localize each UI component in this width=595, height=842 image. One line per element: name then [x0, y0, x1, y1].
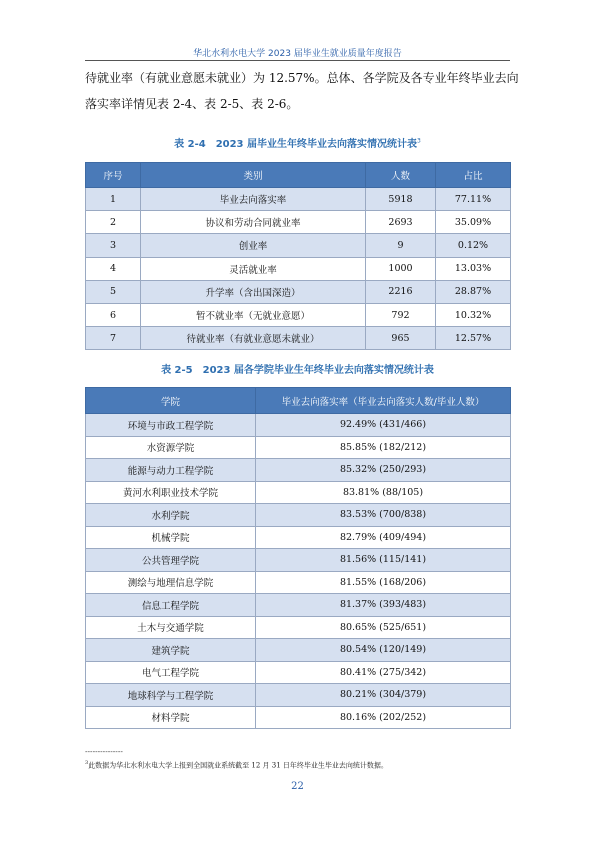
table-cell: 水资源学院 — [86, 436, 256, 459]
table-header-row — [86, 388, 511, 414]
table-cell: 9 — [366, 234, 436, 257]
running-header: 华北水利水电大学 2023 届毕业生就业质量年度报告 — [193, 49, 402, 59]
table-cell: 965 — [366, 327, 436, 350]
table-cell: 2 — [86, 211, 141, 234]
table-cell: 80.54% (120/149) — [256, 639, 511, 662]
footnote-ref[interactable]: 3 — [417, 137, 421, 145]
table-cell: 暂不就业率（无就业意愿） — [141, 303, 366, 326]
table-row — [86, 661, 511, 684]
footnote-mark: 3 — [85, 760, 89, 766]
graduation-destination-table — [85, 162, 511, 350]
table-row — [86, 639, 511, 662]
table-cell: 28.87% — [436, 280, 511, 303]
body-text-line-1: 待就业率（有就业意愿未就业）为 12.57%。总体、各学院及各专业年终毕业去向 — [85, 71, 519, 85]
table-cell: 12.57% — [436, 327, 511, 350]
table-cell: 灵活就业率 — [141, 257, 366, 280]
column-header: 序号 — [86, 163, 141, 188]
table-cell: 792 — [366, 303, 436, 326]
table-row — [86, 459, 511, 482]
table-cell: 80.65% (525/651) — [256, 616, 511, 639]
column-header: 毕业去向落实率（毕业去向落实人数/毕业人数） — [256, 388, 511, 414]
table-cell: 2693 — [366, 211, 436, 234]
table-cell: 地球科学与工程学院 — [86, 684, 256, 707]
table-cell: 黄河水利职业技术学院 — [86, 481, 256, 504]
table-cell: 创业率 — [141, 234, 366, 257]
table-cell: 81.37% (393/483) — [256, 594, 511, 617]
table-cell: 81.56% (115/141) — [256, 549, 511, 572]
table-row — [86, 706, 511, 729]
table-cell: 4 — [86, 257, 141, 280]
table-row — [86, 257, 511, 280]
table-cell: 85.85% (182/212) — [256, 436, 511, 459]
table-row — [86, 504, 511, 527]
table-row — [86, 234, 511, 257]
table-cell: 2216 — [366, 280, 436, 303]
table-row — [86, 684, 511, 707]
table-cell: 5918 — [366, 188, 436, 211]
table-cell: 35.09% — [436, 211, 511, 234]
table-cell: 80.41% (275/342) — [256, 661, 511, 684]
column-header: 人数 — [366, 163, 436, 188]
table-cell: 82.79% (409/494) — [256, 526, 511, 549]
table-cell: 80.21% (304/379) — [256, 684, 511, 707]
footnote — [85, 760, 388, 770]
table-cell: 能源与动力工程学院 — [86, 459, 256, 482]
footnote-text: 此数据为华北水利水电大学上报到全国就业系统截至 12 月 31 日年终毕业生毕业去向统计数据。 — [88, 761, 388, 770]
column-header: 类别 — [141, 163, 366, 188]
page-number: 22 — [291, 781, 304, 792]
table-row — [86, 327, 511, 350]
table-row — [86, 549, 511, 572]
table-cell: 5 — [86, 280, 141, 303]
table-cell: 1 — [86, 188, 141, 211]
table-header-row — [86, 163, 511, 188]
table-cell: 10.32% — [436, 303, 511, 326]
column-header: 学院 — [86, 388, 256, 414]
table-cell: 电气工程学院 — [86, 661, 256, 684]
table-row — [86, 280, 511, 303]
table-cell: 83.53% (700/838) — [256, 504, 511, 527]
table-row — [86, 616, 511, 639]
table-cell: 3 — [86, 234, 141, 257]
table-cell: 7 — [86, 327, 141, 350]
table-row — [86, 188, 511, 211]
table-row — [86, 303, 511, 326]
table-cell: 13.03% — [436, 257, 511, 280]
table-row — [86, 211, 511, 234]
table-cell: 协议和劳动合同就业率 — [141, 211, 366, 234]
table-cell: 环境与市政工程学院 — [86, 414, 256, 437]
college-destination-table — [85, 387, 511, 729]
table-2-4-caption — [85, 135, 510, 150]
table-row — [86, 594, 511, 617]
header-rule — [85, 60, 510, 61]
table-cell: 待就业率（有就业意愿未就业） — [141, 327, 366, 350]
table-cell: 83.81% (88/105) — [256, 481, 511, 504]
table-cell: 6 — [86, 303, 141, 326]
table-2-5-caption: 表 2-5 2023 届各学院毕业生年终毕业去向落实情况统计表 — [161, 365, 434, 376]
table-cell: 水利学院 — [86, 504, 256, 527]
table-cell: 建筑学院 — [86, 639, 256, 662]
column-header: 占比 — [436, 163, 511, 188]
table-row — [86, 571, 511, 594]
table-cell: 测绘与地理信息学院 — [86, 571, 256, 594]
table-cell: 77.11% — [436, 188, 511, 211]
table-cell: 机械学院 — [86, 526, 256, 549]
table-cell: 升学率（含出国深造） — [141, 280, 366, 303]
table-2-4-caption-text: 表 2-4 2023 届毕业生年终毕业去向落实情况统计表 — [174, 139, 418, 150]
table-row — [86, 526, 511, 549]
footnote-separator: --------------- — [85, 748, 123, 756]
table-row — [86, 436, 511, 459]
table-cell: 毕业去向落实率 — [141, 188, 366, 211]
table-cell: 81.55% (168/206) — [256, 571, 511, 594]
table-cell: 0.12% — [436, 234, 511, 257]
table-cell: 材料学院 — [86, 706, 256, 729]
table-cell: 公共管理学院 — [86, 549, 256, 572]
table-row — [86, 481, 511, 504]
table-cell: 80.16% (202/252) — [256, 706, 511, 729]
table-cell: 土木与交通学院 — [86, 616, 256, 639]
table-cell: 92.49% (431/466) — [256, 414, 511, 437]
table-cell: 1000 — [366, 257, 436, 280]
table-cell: 85.32% (250/293) — [256, 459, 511, 482]
table-row — [86, 414, 511, 437]
body-text-line-2: 落实率详情见表 2-4、表 2-5、表 2-6。 — [85, 97, 299, 111]
table-cell: 信息工程学院 — [86, 594, 256, 617]
